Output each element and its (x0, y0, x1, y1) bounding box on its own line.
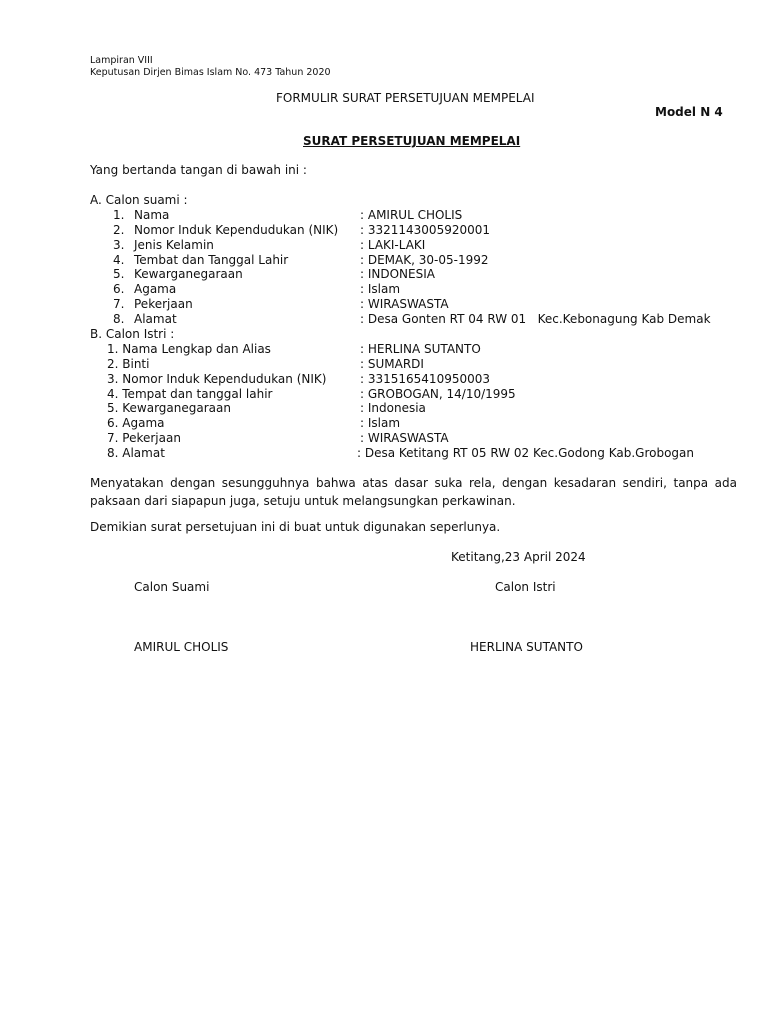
list-item-label: Kewarganegaraan (134, 267, 243, 281)
list-item-label: 8. Alamat (107, 446, 165, 460)
section-b-heading: B. Calon Istri : (90, 327, 175, 341)
list-item-value: : Desa Gonten RT 04 RW 01 Kec.Kebonagung Kab Demak (360, 312, 711, 326)
list-item-value: : AMIRUL CHOLIS (360, 208, 463, 222)
intro-text: Yang bertanda tangan di bawah ini : (90, 163, 307, 177)
list-item-label: 4. Tempat dan tanggal lahir (107, 387, 273, 401)
list-item-label: Nomor Induk Kependudukan (NIK) (134, 223, 339, 237)
list-item-label: Tembat dan Tanggal Lahir (134, 253, 289, 267)
groom-signature-name: AMIRUL CHOLIS (134, 640, 229, 654)
list-item-number: 5. (113, 267, 125, 281)
list-item-label: 6. Agama (107, 416, 165, 430)
list-item-value: : Desa Ketitang RT 05 RW 02 Kec.Godong Kab.Grobogan (357, 446, 694, 460)
list-item-value: : INDONESIA (360, 267, 435, 281)
list-item-value: : 3315165410950003 (360, 372, 491, 386)
list-item-value: : 3321143005920001 (360, 223, 491, 237)
list-item-value: : DEMAK, 30-05-1992 (360, 253, 489, 267)
keputusan-label: Keputusan Dirjen Bimas Islam No. 473 Tahun 2020 (90, 67, 331, 78)
list-item-value: : Islam (360, 416, 401, 430)
document-title: SURAT PERSETUJUAN MEMPELAI (303, 134, 521, 148)
list-item-number: 8. (113, 312, 125, 326)
list-item-value: : Indonesia (360, 401, 426, 415)
bride-signature-name: HERLINA SUTANTO (470, 640, 583, 654)
list-item-label: Jenis Kelamin (134, 238, 214, 252)
list-item-value: : WIRASWASTA (360, 297, 449, 311)
list-item-number: 7. (113, 297, 125, 311)
list-item-label: 1. Nama Lengkap dan Alias (107, 342, 271, 356)
list-item-value: : GROBOGAN, 14/10/1995 (360, 387, 516, 401)
list-item-number: 4. (113, 253, 125, 267)
list-item-label: 7. Pekerjaan (107, 431, 181, 445)
list-item-label: 3. Nomor Induk Kependudukan (NIK) (107, 372, 327, 386)
section-a-heading: A. Calon suami : (90, 193, 188, 207)
groom-signature-title: Calon Suami (134, 580, 210, 594)
list-item-value: : SUMARDI (360, 357, 424, 371)
list-item-value: : WIRASWASTA (360, 431, 449, 445)
list-item-label: Agama (134, 282, 177, 296)
list-item-value: : Islam (360, 282, 401, 296)
list-item-value: : HERLINA SUTANTO (360, 342, 481, 356)
form-title: FORMULIR SURAT PERSETUJUAN MEMPELAI (276, 91, 535, 105)
lampiran-label: Lampiran VIII (90, 55, 153, 66)
bride-signature-title: Calon Istri (495, 580, 556, 594)
place-date: Ketitang,23 April 2024 (451, 550, 586, 564)
list-item-label: 2. Binti (107, 357, 150, 371)
list-item-label: Alamat (134, 312, 177, 326)
model-label: Model N 4 (655, 105, 723, 119)
list-item-label: Nama (134, 208, 170, 222)
list-item-value: : LAKI-LAKI (360, 238, 426, 252)
list-item-number: 2. (113, 223, 125, 237)
list-item-number: 3. (113, 238, 125, 252)
list-item-number: 1. (113, 208, 125, 222)
list-item-number: 6. (113, 282, 125, 296)
statement-paragraph: Menyatakan dengan sesungguhnya bahwa atas dasar suka rela, dengan kesadaran sendiri, tanpa ada paksaan dari siapapun juga, setuju untuk melangsungkan perkawinan. (90, 476, 737, 508)
list-item-label: Pekerjaan (134, 297, 193, 311)
list-item-label: 5. Kewarganegaraan (107, 401, 231, 415)
closing-paragraph: Demikian surat persetujuan ini di buat untuk digunakan seperlunya. (90, 520, 501, 534)
